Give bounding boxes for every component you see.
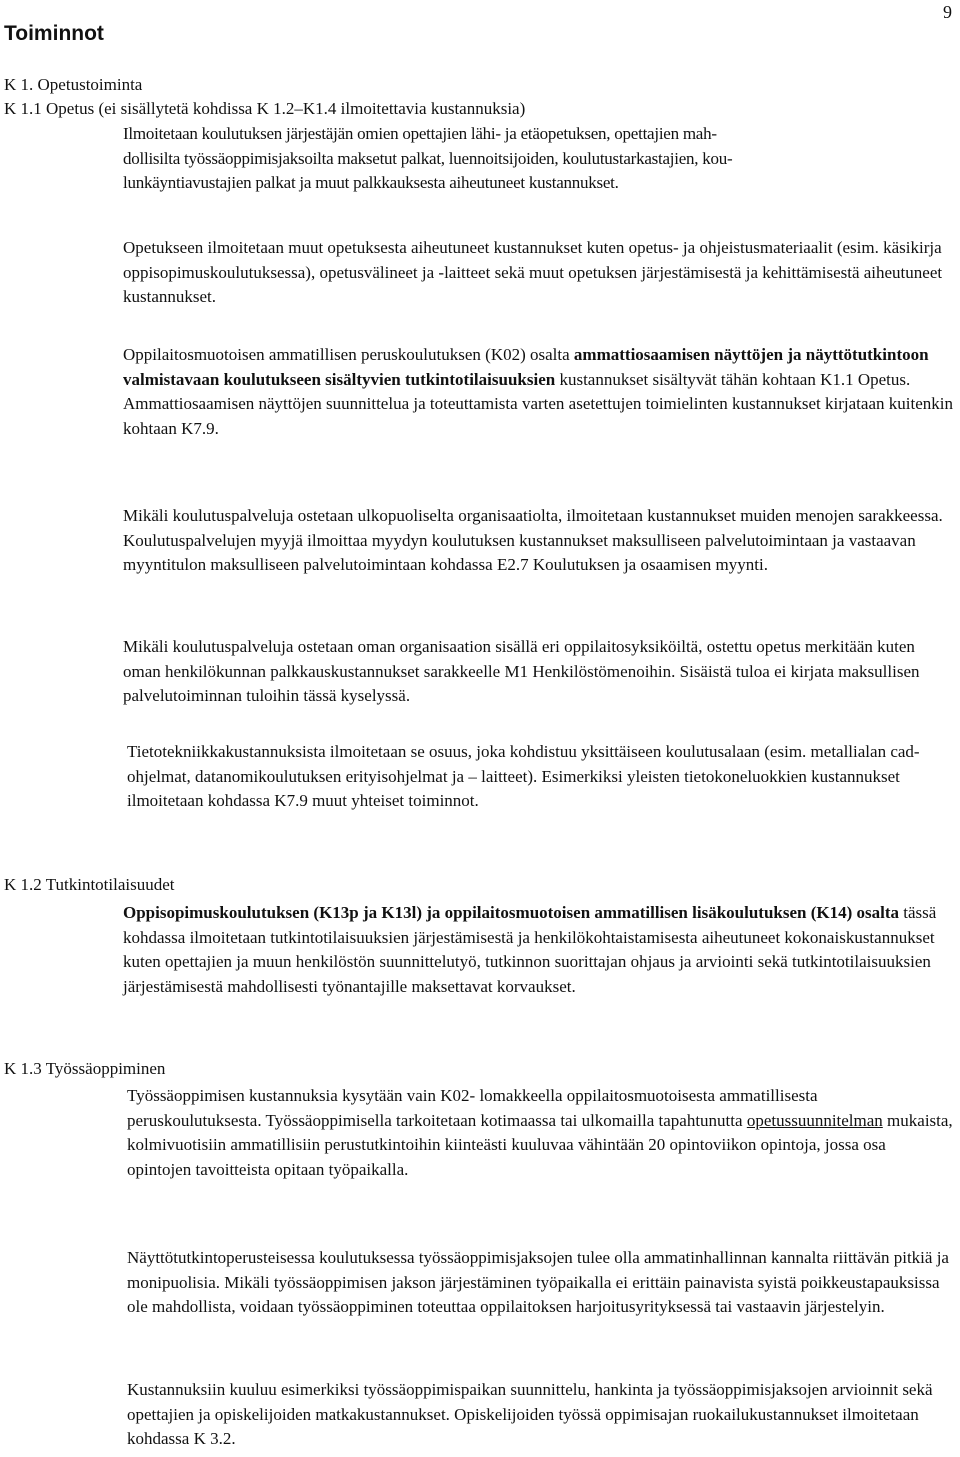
opetussuunnitelma-link[interactable]: opetussuunnitelman — [746, 1110, 883, 1130]
k12-p1-text: tässä kohdassa ilmoitetaan tutkintotilaisuuksien järjestämisestä ja henkilökohtaistamisesta aiheutuneet kokonaiskustannukset kuten opettajien ja muun henkilöstön suunnittelutyö, tutkinnon suorittajan ohjaus ja arviointi sekä tutkintotilaisuuksien järjestämisestä mahdollisesti työnantajille maksettavat korvaukset. — [123, 903, 937, 996]
page-title: Toiminnot — [4, 22, 104, 45]
k11-p3-text: Oppilaitosmuotoisen ammatillisen peruskoulutuksen (K02) osalta — [123, 345, 574, 364]
k11-paragraph-1-line-2: dollisilta työssäoppimisjaksoilta maksetut palkat, luennoitsijoiden, koulutustarkastajien, kou- — [123, 148, 733, 168]
k11-paragraph-1 — [123, 122, 953, 196]
k11-paragraph-2 — [123, 236, 953, 310]
subsection-heading-k13: K 1.3 Työssäoppiminen — [4, 1059, 166, 1078]
k13-paragraph-3-text: Kustannuksiin kuuluu esimerkiksi työssäoppimispaikan suunnittelu, hankinta ja työssäoppimisjaksojen arvioinnit sekä opettajien ja opiskelijoiden matkakustannukset. Opiskelijoiden työssä oppimisajan ruokailukustannukset ilmoitetaan kohdassa K 3.2. — [127, 1380, 933, 1449]
k11-paragraph-2-text: Opetukseen ilmoitetaan muut opetuksesta aiheutuneet kustannukset kuten opetus- ja ohjeistusmateriaalit (esim. käsikirja oppisopimuskoulutuksessa), opetusvälineet ja -laitteet sekä muut opetuksen järjestämisestä ja kehittämisestä aiheutuneet kustannukset. — [123, 238, 943, 307]
k11-paragraph-6-text: Tietotekniikkakustannuksista ilmoitetaan se osuus, joka kohdistuu yksittäiseen koulutusalaan (esim. metallialan cad-ohjelmat, datanomikoulutuksen erityisohjelmat ja – laitteet). Esimerkiksi yleisten tietokoneluokkien kustannukset ilmoitetaan kohdassa K7.9 muut yhteiset toiminnot. — [127, 742, 920, 811]
k12-p1-emphasis: Oppisopimuskoulutuksen (K13p ja K13l) ja oppilaitosmuotoisen ammatillisen lisäkoulutuksen (K14) osalta — [123, 903, 900, 922]
k11-paragraph-4-text: Mikäli koulutuspalveluja ostetaan ulkopuoliselta organisaatiolta, ilmoitetaan kustannukset muiden menojen sarakkeessa. Koulutuspalvelujen myyjä ilmoittaa myydyn koulutuksen kustannukset maksulliseen palvelutoimintaan ja vastaavan myyntitulon maksulliseen palvelutoimintaan kohdassa E2.7 Koulutuksen ja osaamisen myynti. — [123, 506, 943, 575]
k12-paragraph-1 — [123, 901, 953, 999]
k11-p3-emphasis: ammattiosaamisen näyttöjen ja näyttötutkintoon valmistavaan koulutukseen sisältyvien tutkintotilaisuuksien — [123, 345, 929, 389]
k11-paragraph-5 — [123, 635, 953, 709]
page-number: 9 — [943, 2, 952, 22]
subsection-heading-k12: K 1.2 Tutkintotilaisuudet — [4, 875, 175, 894]
section-heading-k1: K 1. Opetustoiminta — [4, 75, 143, 94]
k13-paragraph-2-text: Näyttötutkintoperusteisessa koulutuksessa työssäoppimisjaksojen tulee olla ammatinhallinnan kannalta riittävän pitkiä ja monipuolisia. Mikäli työssäoppimisen jakson järjestäminen työpaikalla ei erittäin painavista syistä poikkeustapauksissa ole mahdollista, voidaan työssäoppiminen toteuttaa oppilaitoksen harjoitusyrityksessä tai vastaavin järjestelyin. — [127, 1248, 949, 1317]
k13-paragraph-3 — [127, 1378, 953, 1452]
k11-paragraph-1-line-1: Ilmoitetaan koulutuksen järjestäjän omien opettajien lähi- ja etäopetuksen, opettajien mah- — [123, 124, 717, 143]
k13-paragraph-2 — [127, 1246, 953, 1320]
k11-paragraph-6 — [127, 740, 953, 814]
k13-p1-text: Työssäoppimisen kustannuksia kysytään vain K02- lomakkeella oppilaitosmuotoisesta ammatillisesta peruskoulutuksesta. Työssäoppimisella tarkoitetaan kotimaassa tai ulkomailla tapahtunutta — [127, 1086, 818, 1130]
k11-paragraph-1-line-3: lunkäyntiavustajien palkat ja muut palkkauksesta aiheutuneet kustannukset. — [123, 173, 619, 193]
k11-paragraph-3 — [123, 343, 953, 441]
k11-paragraph-4 — [123, 504, 953, 578]
k11-paragraph-5-text: Mikäli koulutuspalveluja ostetaan oman organisaation sisällä eri oppilaitosyksiköiltä, ostettu opetus merkitään kuten oman henkilökunnan palkkauskustannukset sarakkeelle M1 Henkilöstömenoihin. Sisäistä tuloa ei kirjata maksullisen palvelutoiminnan tuloihin tässä kyselyssä. — [123, 637, 920, 706]
k11-p3-text-continued: kustannukset sisältyvät tähän kohtaan K1.1 Opetus. Ammattiosaamisen näyttöjen suunnittelua ja toteuttamista varten asetettujen toimielinten kustannukset kirjataan kuitenkin kohtaan K7.9. — [123, 369, 953, 438]
subsection-heading-k11: K 1.1 Opetus (ei sisällytetä kohdissa K 1.2–K1.4 ilmoitettavia kustannuksia) — [4, 99, 526, 118]
k13-p1-text-continued: mukaista, kolmivuotisiin ammatillisiin perustutkintoihin kiinteästi kuuluvaa vähintään 20 opintoviikon opintoja, jossa osa opintojen tavoitteista opitaan työpaikalla. — [127, 1110, 953, 1179]
k13-paragraph-1 — [127, 1084, 953, 1182]
